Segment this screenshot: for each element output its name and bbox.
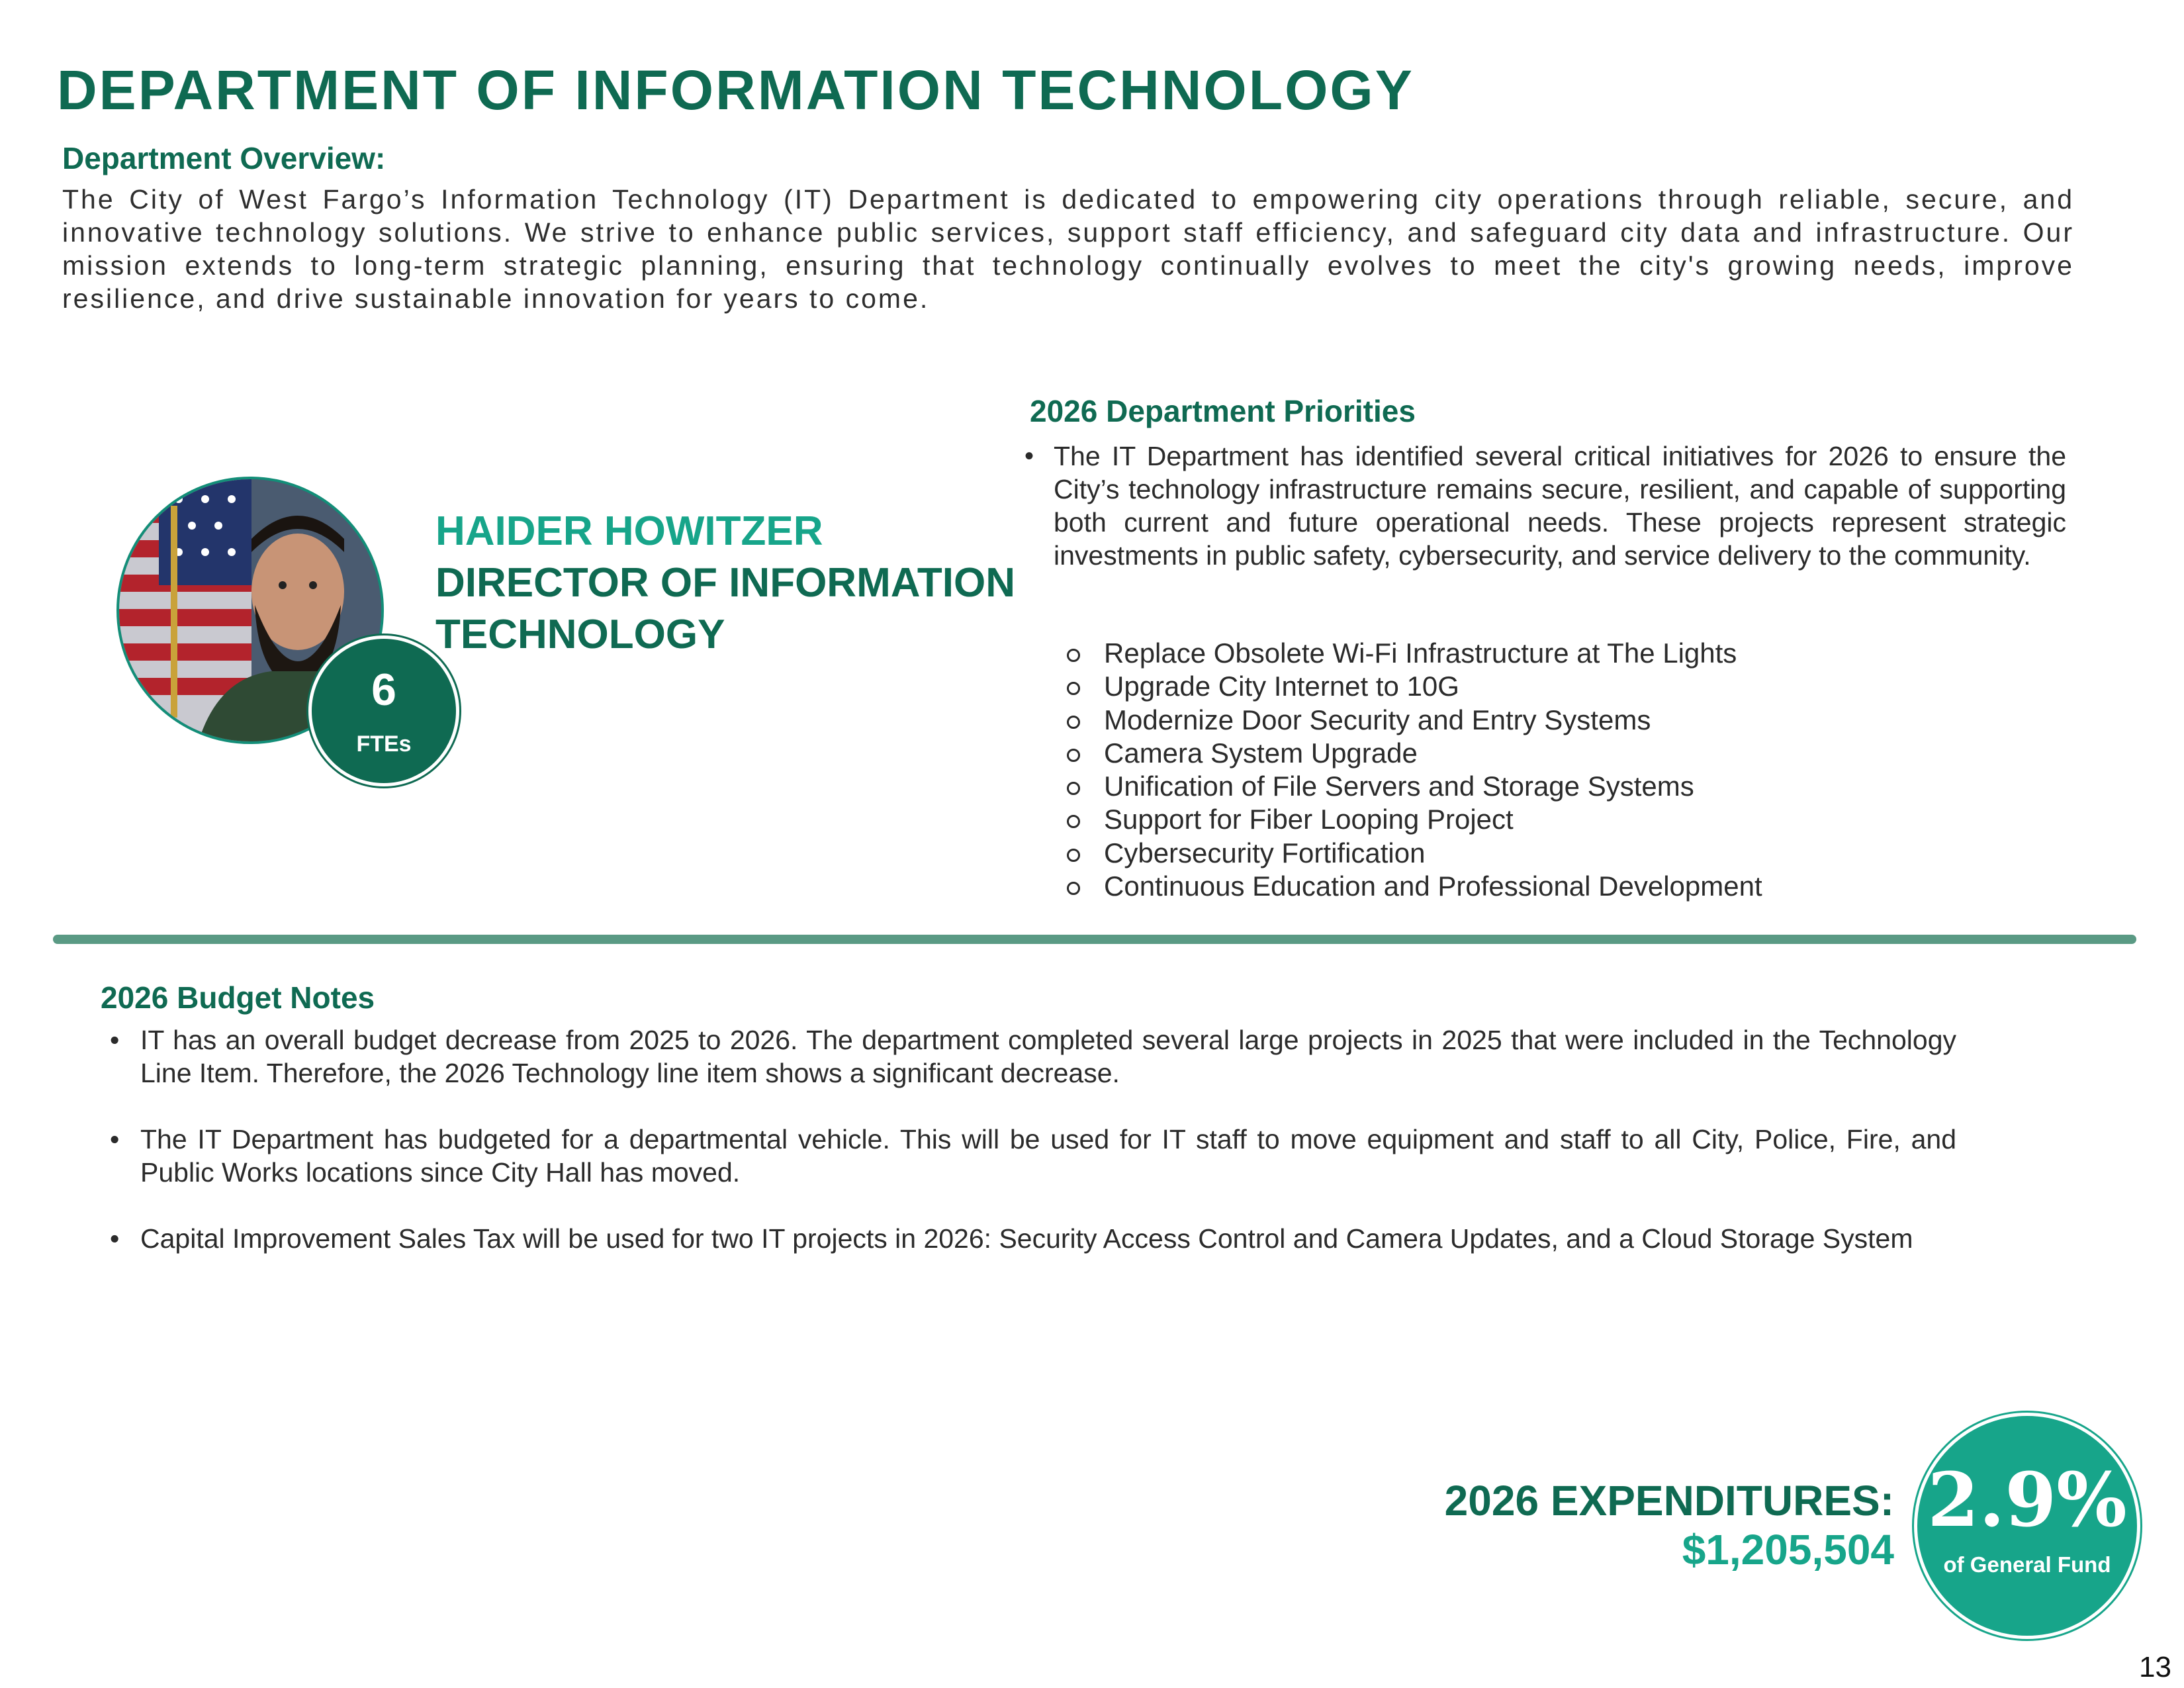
overview-text: The City of West Fargo’s Information Technology (IT) Department is dedicated to empowering city operations through reliable, secure, and innovative technology solutions. We strive to enhance public services, support staff efficiency, and safeguard city data and infrastructure. Our mission extends to long-term strategic planning, ensuring that technology continually evolves to meet the city's growing needs, improve resilience, and drive sustainable innovation for years to come. <box>62 184 2074 314</box>
list-item: Continuous Education and Professional Development <box>1067 870 1762 903</box>
priorities-heading: 2026 Department Priorities <box>1030 394 1416 428</box>
fte-label: FTEs <box>356 731 412 757</box>
priorities-list <box>1067 637 1762 903</box>
budget-notes-heading: 2026 Budget Notes <box>101 980 375 1015</box>
budget-note: • Capital Improvement Sales Tax will be used for two IT projects in 2026: Security Access Control and Camera Updates, and a Cloud Storage System <box>140 1222 1956 1255</box>
list-item: Cybersecurity Fortification <box>1067 837 1762 870</box>
overview-heading: Department Overview: <box>62 141 386 175</box>
list-item: Support for Fiber Looping Project <box>1067 803 1762 836</box>
budget-note: • IT has an overall budget decrease from 2025 to 2026. The department completed several large projects in 2025 that were included in the Technology Line Item. Therefore, the 2026 Technology line item shows a significant decrease. <box>140 1023 1956 1090</box>
page-number: 13 <box>2139 1651 2171 1683</box>
list-item: Camera System Upgrade <box>1067 737 1762 770</box>
priorities-intro: • The IT Department has identified several critical initiatives for 2026 to ensure the City’s technology infrastructure remains secure, resilient, and capable of supporting both current and future operational needs. These projects represent strategic investments in public safety, cybersecurity, and service delivery to the community. <box>1054 440 2066 572</box>
budget-notes-list <box>140 1023 1956 1288</box>
general-fund-percent: 2.9% <box>1927 1457 2127 1544</box>
director-title: DIRECTOR OF INFORMATION TECHNOLOGY <box>435 560 1015 657</box>
list-item: Modernize Door Security and Entry Systems <box>1067 704 1762 737</box>
expenditures-amount: $1,205,504 <box>1682 1526 1894 1573</box>
expenditures-label: 2026 EXPENDITURES: <box>1444 1477 1894 1524</box>
budget-note: • The IT Department has budgeted for a departmental vehicle. This will be used for IT staff to move equipment and staff to all City, Police, Fire, and Public Works locations since City Hall has moved. <box>140 1123 1956 1189</box>
general-fund-label: of General Fund <box>1943 1552 2111 1577</box>
list-item: Upgrade City Internet to 10G <box>1067 670 1762 703</box>
director-name: HAIDER HOWITZER <box>435 508 823 554</box>
general-fund-badge <box>1914 1413 2140 1639</box>
list-item: Unification of File Servers and Storage Systems <box>1067 770 1762 803</box>
section-divider <box>53 935 2136 944</box>
page-title: DEPARTMENT OF INFORMATION TECHNOLOGY <box>57 59 1414 121</box>
fte-count: 6 <box>371 665 396 715</box>
list-item: Replace Obsolete Wi-Fi Infrastructure at The Lights <box>1067 637 1762 670</box>
